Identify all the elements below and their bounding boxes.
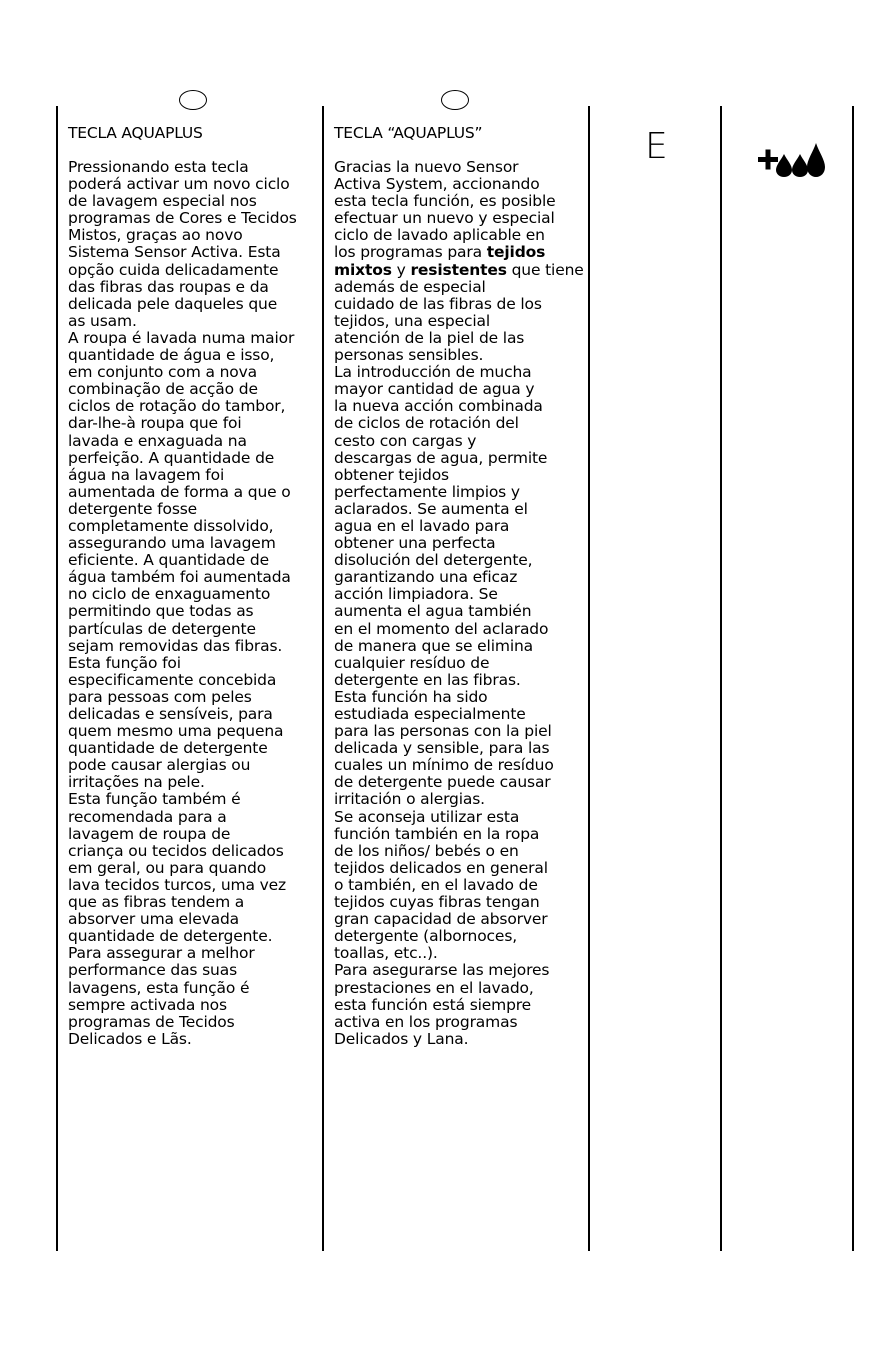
text-line: tejidos delicados en general <box>334 858 548 877</box>
text-line: quantidade de água e isso, <box>68 346 275 365</box>
bold-text: tejidos <box>486 243 546 262</box>
column-divider-1 <box>56 106 58 1251</box>
text-line: delicadas e sensíveis, para <box>68 705 273 723</box>
text-line: estudiada especialmente <box>334 705 526 723</box>
text-line: de manera que se elimina <box>334 636 533 655</box>
text-line: programas de Cores e Tecidos <box>68 209 297 228</box>
text-line: mayor cantidad de agua y <box>334 380 535 399</box>
text-line: performance das suas <box>68 961 238 980</box>
spanish-body-text <box>334 159 584 1048</box>
text-line: agua en el lavado para <box>334 516 510 535</box>
text-line: personas sensibles. <box>334 346 484 365</box>
text-line: perfectamente limpios y <box>334 482 520 501</box>
text-line: programas de Tecidos <box>68 1012 235 1031</box>
language-marker-circle-pt <box>179 90 207 110</box>
text-line: combinação de acção de <box>68 380 258 399</box>
text-line: permitindo que todas as <box>68 602 254 621</box>
text-line: además de especial <box>334 277 486 296</box>
text-line: aclarados. Se aumenta el <box>334 499 528 518</box>
text-line: Se aconseja utilizar esta <box>334 807 520 826</box>
text-line: Delicados y Lana. <box>334 1029 469 1048</box>
text-line: o también, en el lavado de <box>334 875 538 894</box>
text-fragment: los programas para <box>334 243 487 262</box>
text-line: para las personas con la piel <box>334 722 552 741</box>
column-divider-3 <box>588 106 590 1251</box>
text-line: Delicados e Lãs. <box>68 1029 192 1048</box>
text-line: Gracias la nuevo Sensor <box>334 158 519 176</box>
text-line: em geral, ou para quando <box>68 858 267 877</box>
text-line: água também foi aumentada <box>68 568 291 587</box>
text-line: aumentada de forma a que o <box>68 482 291 501</box>
portuguese-column <box>68 123 318 1048</box>
text-line: gran capacidad de absorver <box>334 910 548 929</box>
text-line: sempre activada nos <box>68 995 227 1014</box>
text-line: La introducción de mucha <box>334 363 532 382</box>
text-line: que as fibras tendem a <box>68 893 245 912</box>
text-line: A roupa é lavada numa maior <box>68 328 295 347</box>
text-line: quem mesmo uma pequena <box>68 722 284 741</box>
text-line: toallas, etc..). <box>334 944 438 963</box>
text-line: irritación o alergias. <box>334 790 485 809</box>
text-line: tejidos cuyas fibras tengan <box>334 893 540 912</box>
text-line <box>334 244 584 261</box>
text-line: disolución del detergente, <box>334 551 533 570</box>
text-line: absorver uma elevada <box>68 910 240 929</box>
text-line: lavagem de roupa de <box>68 824 231 843</box>
text-line: delicada y sensible, para las <box>334 739 550 758</box>
section-letter: E <box>645 126 668 167</box>
text-line: cuales un mínimo de resíduo <box>334 756 554 775</box>
text-line: esta tecla función, es posible <box>334 192 556 211</box>
text-line: detergente fosse <box>68 499 198 518</box>
text-line: em conjunto com a nova <box>68 363 257 382</box>
text-line: cuidado de las fibras de los <box>334 294 542 313</box>
text-line: pode causar alergias ou <box>68 756 251 775</box>
text-line: lava tecidos turcos, uma vez <box>68 875 287 894</box>
text-line: eficiente. A quantidade de <box>68 551 269 570</box>
text-line: dar-lhe-à roupa que foi <box>68 414 242 433</box>
text-line: das fibras das roupas e da <box>68 277 269 296</box>
text-line: para pessoas com peles <box>68 687 252 706</box>
text-line: completamente dissolvido, <box>68 516 274 535</box>
text-line: irritações na pele. <box>68 773 205 792</box>
text-line: água na lavagem foi <box>68 465 225 484</box>
text-line: Pressionando esta tecla <box>68 158 249 176</box>
column-divider-2 <box>322 106 324 1251</box>
text-line: prestaciones en el lavado, <box>334 978 534 997</box>
text-line: perfeição. A quantidade de <box>68 448 275 467</box>
text-line: recomendada para a <box>68 807 227 826</box>
text-line: esta función está siempre <box>334 995 532 1014</box>
text-line: especificamente concebida <box>68 670 277 689</box>
text-line: quantidade de detergente. <box>68 927 273 946</box>
text-line: cualquier resíduo de <box>334 653 490 672</box>
text-line: función también en la ropa <box>334 824 540 843</box>
text-line: assegurando uma lavagem <box>68 534 276 553</box>
text-line: ciclos de rotação do tambor, <box>68 397 286 416</box>
text-line: de detergente puede causar <box>334 773 551 792</box>
bold-text: mixtos <box>334 260 392 279</box>
portuguese-body-text <box>68 159 318 1048</box>
text-line: Esta função foi <box>68 653 181 672</box>
text-line: la nueva acción combinada <box>334 397 543 416</box>
text-line: en el momento del aclarado <box>334 619 549 638</box>
text-line: sejam removidas das fibras. <box>68 636 283 655</box>
text-line: Para assegurar a melhor <box>68 944 255 963</box>
text-line: Esta función ha sido <box>334 687 488 706</box>
text-line: de los niños/ bebés o en <box>334 841 519 860</box>
text-line: lavada e enxaguada na <box>68 431 247 450</box>
text-line: detergente (albornoces, <box>334 927 518 946</box>
column-divider-4 <box>720 106 722 1251</box>
text-fragment: que tiene <box>506 260 584 279</box>
text-line: Esta função também é <box>68 790 241 809</box>
text-line: poderá activar um novo ciclo <box>68 175 290 194</box>
bold-text: resistentes <box>410 260 507 279</box>
text-line: ciclo de lavado aplicable en <box>334 226 545 245</box>
text-line: Mistos, graças ao novo <box>68 226 243 245</box>
text-line: obtener una perfecta <box>334 534 496 553</box>
text-line: descargas de agua, permite <box>334 448 548 467</box>
text-line: atención de la piel de las <box>334 328 525 347</box>
language-marker-circle-es <box>441 90 469 110</box>
spanish-heading: TECLA “AQUAPLUS” <box>334 124 483 142</box>
text-line <box>334 262 584 279</box>
text-line: opção cuida delicadamente <box>68 260 279 279</box>
text-line: de lavagem especial nos <box>68 192 257 211</box>
text-line: delicada pele daqueles que <box>68 294 278 313</box>
text-line: acción limpiadora. Se <box>334 585 498 604</box>
text-line: cesto con cargas y <box>334 431 477 450</box>
text-line: as usam. <box>68 311 137 330</box>
text-line: Sistema Sensor Activa. Esta <box>68 243 281 262</box>
text-line: Activa System, accionando <box>334 175 540 194</box>
text-fragment: y <box>391 260 411 279</box>
text-line: lavagens, esta função é <box>68 978 250 997</box>
text-line: aumenta el agua también <box>334 602 532 621</box>
text-line: garantizando una eficaz <box>334 568 518 587</box>
text-line: detergente en las fibras. <box>334 670 521 689</box>
column-divider-5 <box>852 106 854 1251</box>
plus-water-drops-icon <box>757 142 825 178</box>
text-line: no ciclo de enxaguamento <box>68 585 271 604</box>
text-line: Para asegurarse las mejores <box>334 961 550 980</box>
text-line: partículas de detergente <box>68 619 256 638</box>
text-line: criança ou tecidos delicados <box>68 841 284 860</box>
text-line: tejidos, una especial <box>334 311 491 330</box>
text-line: quantidade de detergente <box>68 739 268 758</box>
text-line: de ciclos de rotación del <box>334 414 519 433</box>
text-line: activa en los programas <box>334 1012 518 1031</box>
text-line: efectuar un nuevo y especial <box>334 209 555 228</box>
text-line: obtener tejidos <box>334 465 449 484</box>
portuguese-heading: TECLA AQUAPLUS <box>68 124 203 142</box>
spanish-column <box>334 123 584 1048</box>
